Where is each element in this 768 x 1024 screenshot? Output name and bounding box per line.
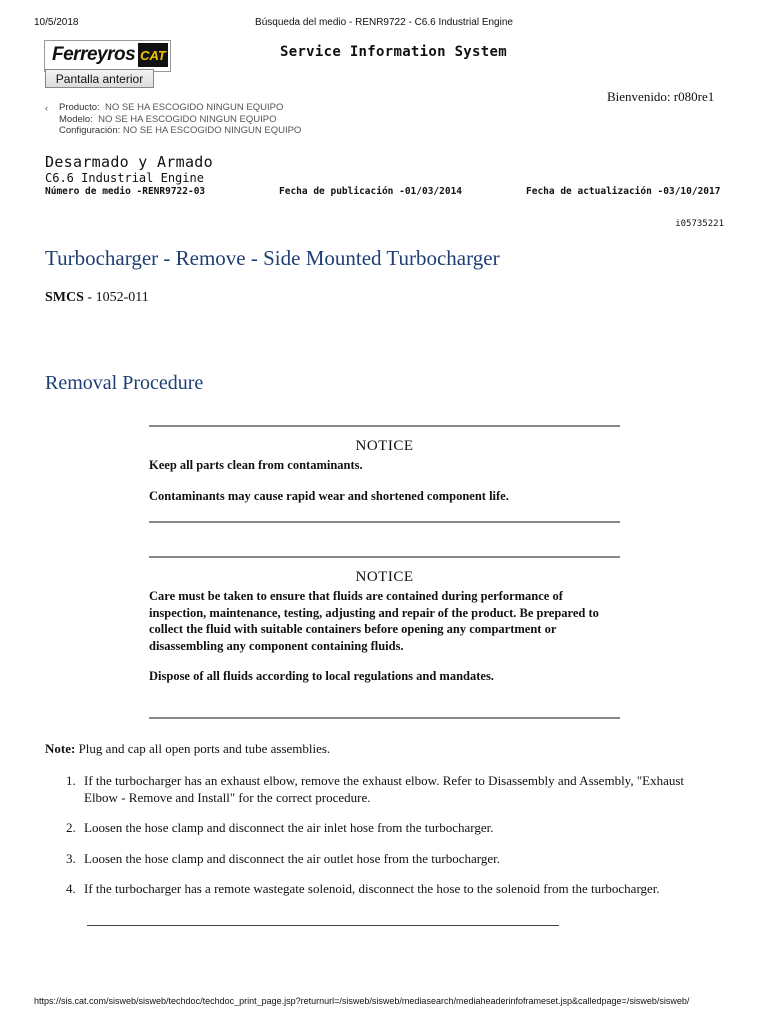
step-text: If the turbocharger has an exhaust elbow, remove the exhaust elbow. Refer to Disassembly and Assembly, "Exhaust Elbow - Remove and Install" for the correct procedure. — [84, 773, 685, 805]
smcs-label: SMCS — [45, 290, 84, 305]
engine-name: C6.6 Industrial Engine — [45, 171, 204, 185]
section-title: Desarmado y Armado — [45, 153, 213, 171]
print-date: 10/5/2018 — [34, 17, 79, 28]
breadcrumb-value: NO SE HA ESCOGIDO NINGUN EQUIPO — [122, 125, 302, 136]
breadcrumb-label: Producto: — [59, 102, 100, 113]
step-text: If the turbocharger has a remote wastegate solenoid, disconnect the hose to the solenoid from the turbocharger. — [84, 881, 660, 896]
note — [45, 741, 330, 757]
publication-date: Fecha de publicación -01/03/2014 — [279, 186, 463, 197]
step-text: Loosen the hose clamp and disconnect the air inlet hose from the turbocharger. — [84, 820, 494, 835]
procedure-heading: Removal Procedure — [45, 372, 204, 394]
print-title: Búsqueda del medio - RENR9722 - C6.6 Industrial Engine — [255, 17, 513, 28]
breadcrumb-configuration — [59, 125, 301, 137]
procedure-step — [66, 851, 706, 868]
back-button[interactable]: Pantalla anterior — [45, 69, 154, 88]
cat-badge-icon: CAT — [138, 43, 168, 67]
breadcrumb-product — [59, 102, 301, 114]
divider — [87, 925, 559, 926]
notice-title: NOTICE — [355, 569, 414, 585]
breadcrumb-label: Configuración: — [59, 125, 121, 136]
notice-text: Dispose of all fluids according to local regulations and mandates. — [149, 669, 494, 683]
document-id: i05735221 — [675, 219, 724, 229]
notice-box — [149, 556, 620, 719]
notice-title: NOTICE — [355, 438, 414, 454]
step-number: 2. — [66, 820, 76, 835]
notice-text: Contaminants may cause rapid wear and shortened component life. — [149, 488, 509, 503]
notice-text: Keep all parts clean from contaminants. — [149, 458, 363, 472]
media-number: Número de medio -RENR9722-03 — [45, 186, 206, 197]
step-text: Loosen the hose clamp and disconnect the air outlet hose from the turbocharger. — [84, 850, 500, 866]
smcs-value: - 1052-011 — [83, 290, 149, 305]
step-number: 3. — [66, 850, 76, 866]
welcome-text: Bienvenido: r080re1 — [607, 89, 715, 104]
update-date: Fecha de actualización -03/10/2017 — [526, 186, 721, 197]
chevron-left-icon[interactable]: ‹ — [45, 103, 48, 113]
procedure-step — [66, 820, 706, 837]
breadcrumb-value: NO SE HA ESCOGIDO NINGUN EQUIPO — [98, 113, 277, 125]
smcs-code — [45, 290, 149, 306]
breadcrumb-label: Modelo: — [59, 113, 93, 125]
breadcrumb-model — [59, 114, 301, 126]
notice-text: Care must be taken to ensure that fluids are contained during performance of inspection, maintenance, testing, adjusting and repair of the product. Be prepared to collect the fluid with suitable containers before opening any compartment or disassembling any component containing fluids. — [149, 589, 599, 653]
ferreyros-logo-text: Ferreyros — [52, 44, 136, 65]
note-label: Note: — [45, 741, 76, 756]
ferreyros-cat-logo — [44, 40, 171, 72]
page-title: Turbocharger - Remove - Side Mounted Turbocharger — [45, 246, 500, 270]
procedure-step — [66, 881, 706, 898]
footer-url: https://sis.cat.com/sisweb/sisweb/techdoc/techdoc_print_page.jsp?returnurl=/sisweb/sisweb/mediasearch/mediaheaderinfoframeset.jsp&calledpage=/sisweb/sisweb/ — [34, 996, 690, 1006]
note-text: Plug and cap all open ports and tube assemblies. — [75, 741, 331, 756]
procedure-steps — [66, 773, 706, 912]
notice-box — [149, 425, 620, 523]
breadcrumb — [45, 102, 301, 137]
procedure-step — [66, 773, 706, 806]
system-title: Service Information System — [280, 44, 507, 60]
step-number: 1. — [66, 773, 76, 788]
step-number: 4. — [66, 881, 76, 896]
breadcrumb-value: NO SE HA ESCOGIDO NINGUN EQUIPO — [104, 102, 284, 113]
